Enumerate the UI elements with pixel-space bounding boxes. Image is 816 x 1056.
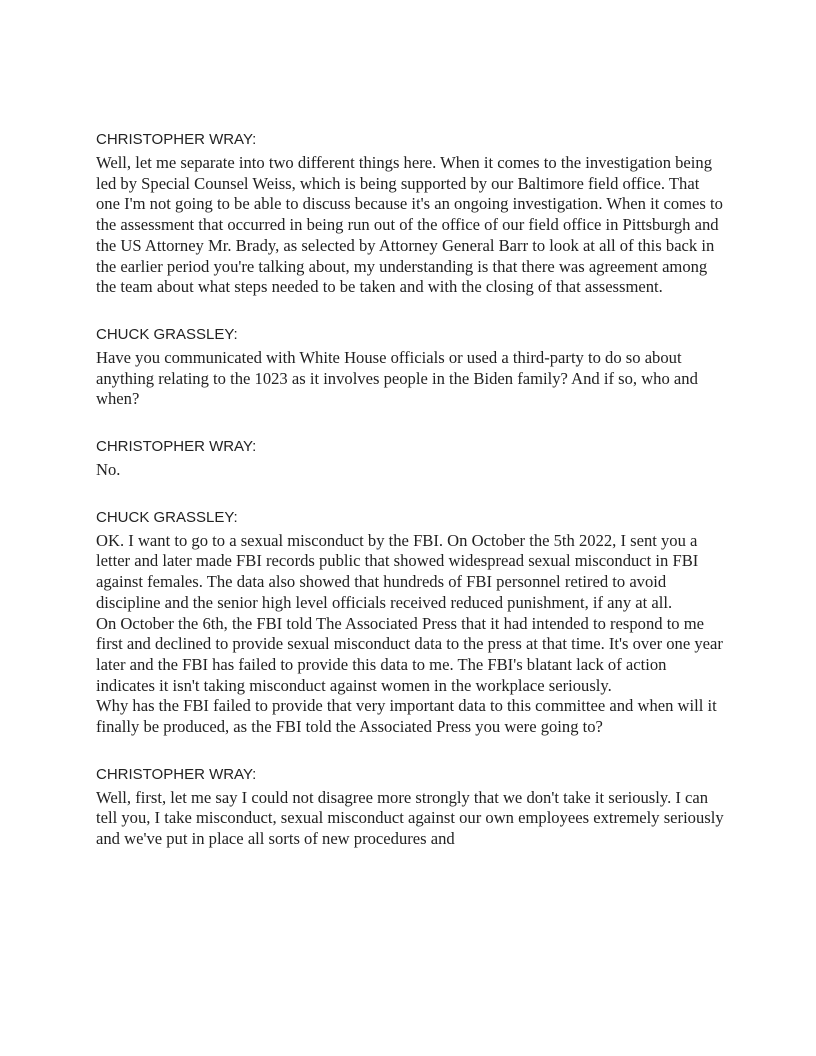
speech-paragraph: OK. I want to go to a sexual misconduct by the FBI. On October the 5th 2022, I sent you a letter and later made FBI records public that showed widespread sexual misconduct in FBI against females. The data also showed that hundreds of FBI personnel retired to avoid discipline and the senior high level officials received reduced punishment, if any at all. [96,530,699,612]
speaker-name: CHUCK GRASSLEY: [96,325,238,343]
transcript-turn [96,131,726,298]
transcript-turn [96,509,726,738]
speech-paragraph: No. [96,460,121,480]
speech-paragraph: Well, let me separate into two different things here. When it comes to the investigation being led by Special Counsel Weiss, which is being supported by our Baltimore field office. That one I'm not going to be able to discuss because it's an ongoing investigation. When it comes to the assessment that occurred in being run out of the office of our field office in Pittsburgh and the US Attorney Mr. Brady, as selected by Attorney General Barr to look at all of this back in the earlier period you're talking about, my understanding is that there was agreement among the team about what steps needed to be taken and with the closing of that assessment. [96,153,723,297]
speaker-name: CHRISTOPHER WRAY: [96,131,257,148]
speech-paragraph: Have you communicated with White House officials or used a third-party to do so about anything relating to the 1023 as it involves people in the Biden family? And if so, who and when? [96,347,698,409]
speaker-name: CHRISTOPHER WRAY: [96,438,257,456]
speech-paragraph: Why has the FBI failed to provide that very important data to this committee and when will it finally be produced, as the FBI told the Associated Press you were going to? [96,696,717,737]
transcript-turn [96,438,726,481]
speech-paragraph: On October the 6th, the FBI told The Associated Press that it had intended to respond to me first and declined to provide sexual misconduct data to the press at that time. It's over one year later and the FBI has failed to provide this data to me. The FBI's blatant lack of action indicates it isn't taking misconduct against women in the workplace seriously. [96,613,723,695]
speaker-name: CHUCK GRASSLEY: [96,508,238,526]
transcript-page [96,131,726,878]
transcript-turn [96,326,726,410]
transcript-turn [96,766,726,850]
speaker-name: CHRISTOPHER WRAY: [96,765,257,783]
speech-paragraph: Well, first, let me say I could not disagree more strongly that we don't take it seriously. I can tell you, I take misconduct, sexual misconduct against our own employees extremely seriously and we've put in place all sorts of new procedures and [96,787,724,849]
